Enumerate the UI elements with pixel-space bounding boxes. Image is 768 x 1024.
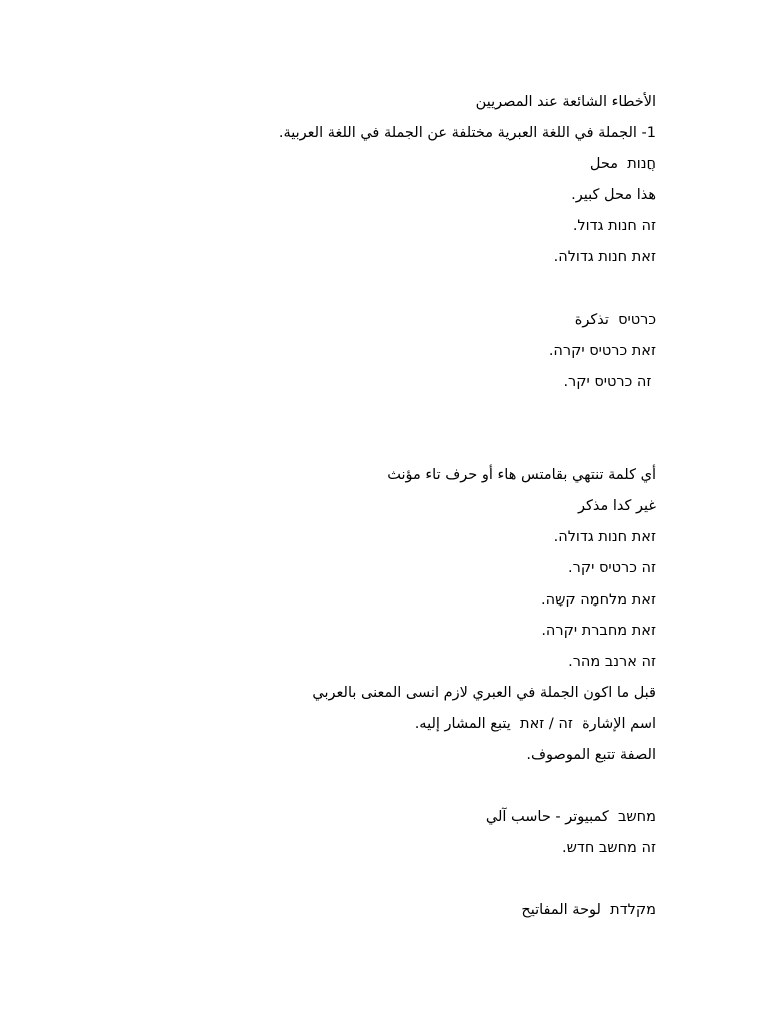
text-line: זה חנות גדול. bbox=[572, 218, 656, 235]
blank-line bbox=[112, 398, 656, 429]
text-line: זה כרטיס יקר. bbox=[563, 373, 656, 390]
text-line: זה כרטיס יקר. bbox=[568, 560, 656, 577]
blank-line bbox=[112, 429, 656, 460]
text-line: מקלדת لوحة المفاتيح bbox=[521, 902, 656, 919]
text-line: זאת מחברת יקרה. bbox=[541, 622, 656, 639]
text-line: זאת חנות גדולה. bbox=[553, 529, 656, 546]
blank-line bbox=[112, 274, 656, 305]
blank-line bbox=[112, 771, 656, 802]
text-line: זאת כרטיס יקרה. bbox=[548, 342, 656, 359]
text-line: الصفة تتبع الموصوف. bbox=[526, 746, 656, 763]
blank-line bbox=[112, 864, 656, 895]
text-line: غير كدا مذكر bbox=[577, 498, 656, 515]
text-line: זאת מלחמָה קשָה. bbox=[541, 591, 656, 608]
text-line: اسم الإشارة זה / זאת يتبع المشار إليه. bbox=[414, 715, 656, 732]
text-line: זה מחשב חדש. bbox=[562, 840, 656, 857]
text-line: 1- الجملة في اللغة العبرية مختلفة عن الجملة في اللغة العربية. bbox=[278, 125, 656, 142]
text-line: أي كلمة تنتهي بقامتس هاء أو حرف تاء مؤنث bbox=[387, 467, 656, 484]
text-line: قبل ما اكون الجملة في العبري لازم انسى المعنى بالعربي bbox=[312, 684, 656, 701]
document-title: الأخطاء الشائعة عند المصريين bbox=[475, 94, 656, 110]
text-line: זה ארנב מהר. bbox=[568, 653, 656, 670]
document-page bbox=[112, 87, 656, 927]
text-line: מחשב كمبيوتر - حاسب آلي bbox=[485, 809, 656, 826]
text-line: זאת חנות גדולה. bbox=[553, 249, 656, 266]
text-line: חֲנות محل bbox=[589, 156, 656, 173]
text-line: هذا محل كبير. bbox=[571, 187, 656, 204]
text-line: כרטיס تذكرة bbox=[574, 311, 656, 328]
